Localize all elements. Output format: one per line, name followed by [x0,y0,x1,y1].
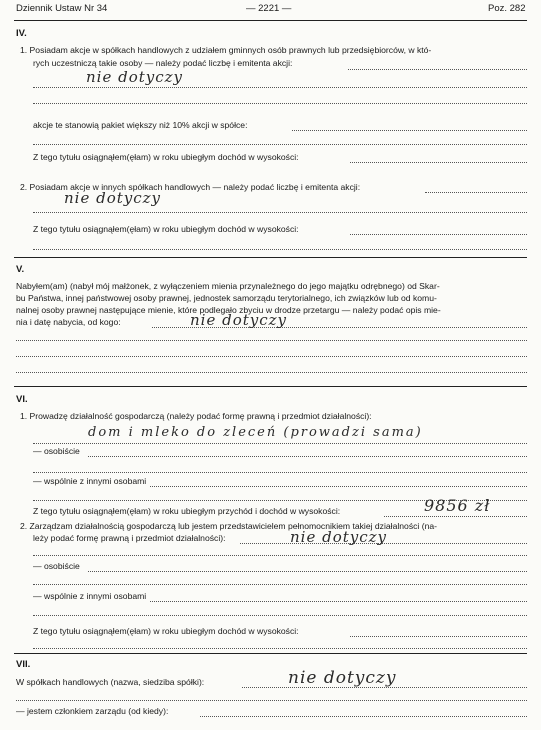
iv-2-handwritten: nie dotyczy [64,189,162,207]
section-divider [14,257,527,258]
position-number: Poz. 282 [488,3,526,14]
journal-title: Dziennik Ustaw Nr 34 [16,3,108,14]
vi-2-handwritten: nie dotyczy [290,528,388,546]
dotted-line [350,162,527,163]
iv-1-handwritten: nie dotyczy [86,68,184,86]
vi-1-dochod: Z tego tytułu osiągnąłem(ęłam) w roku ubiegłym przychód i dochód w wysokości: [33,506,341,516]
vi-1-line1: 1. Prowadzę działalność gospodarczą (należy podać formę prawną i przedmiot działalności): [20,411,372,421]
iv-2-line1: 2. Posiadam akcje w innych spółkach handlowych — należy podać liczbę i emitenta akcji: [20,182,361,192]
vi-2-line1: 2. Zarządzam działalnością gospodarczą lub jestem przedstawicielem pełnomocnikiem takiej działalności (na- [20,521,437,531]
dotted-line [425,192,527,193]
dotted-line [16,700,527,701]
dotted-line [384,516,527,517]
vi-1-amount: 9856 zł [424,496,491,515]
v-line3: nalnej osoby prawnej następujące mienie, które podlegało zbyciu w drodze przetargu — należy podać opis mie- [16,305,441,315]
section-v-title: V. [16,264,25,275]
vi-1-osobiscie: — osobiście [33,446,80,456]
dotted-line [33,103,527,104]
v-line4: nia i datę nabycia, od kogo: [16,317,121,327]
section-vii-title: VII. [16,659,31,670]
dotted-line [33,584,527,585]
dotted-line [33,87,527,88]
v-line1: Nabyłem(am) (nabył mój małżonek, z wyłączeniem mienia przynależnego do jego majątku odrębnego) od Skar- [16,281,440,291]
dotted-line [88,456,527,457]
v-handwritten: nie dotyczy [190,311,288,329]
iv-1-dochod: Z tego tytułu osiągnąłem(ęłam) w roku ubiegłym dochód w wysokości: [33,152,299,162]
header-rule [14,20,527,21]
vi-1-wspolnie: — wspólnie z innymi osobami [33,476,147,486]
section-divider [14,653,527,654]
page-number: — 2221 — [246,3,292,14]
dotted-line [350,234,527,235]
dotted-line [33,212,527,213]
dotted-line [33,615,527,616]
vii-handwritten: nie dotyczy [288,668,397,688]
dotted-line [16,340,527,341]
v-line2: bu Państwa, innej państwowej osoby prawnej, jednostek samorządu terytorialnego, ich związków lub od komu- [16,293,437,303]
dotted-line [33,472,527,473]
dotted-line [33,443,527,444]
section-vi-title: VI. [16,394,28,405]
dotted-line [150,486,527,487]
section-divider [14,386,527,387]
vii-line1: W spółkach handlowych (nazwa, siedziba spółki): [16,677,205,687]
dotted-line [150,601,527,602]
vi-2-osobiscie: — osobiście [33,561,80,571]
dotted-line [33,144,527,145]
dotted-line [33,249,527,250]
vi-2-wspolnie: — wspólnie z innymi osobami [33,591,147,601]
vi-2-line2: leży podać formę prawną i przedmiot działalności): [33,533,226,543]
iv-1-line1: 1. Posiadam akcje w spółkach handlowych z udziałem gminnych osób prawnych lub przedsiębiorców, w któ- [20,45,432,55]
dotted-line [33,648,527,649]
dotted-line [200,716,527,717]
iv-1-line2: rych uczestniczą takie osoby — należy podać liczbę i emitenta akcji: [33,58,293,68]
dotted-line [88,571,527,572]
vi-2-dochod: Z tego tytułu osiągnąłem(ęłam) w roku ubiegłym dochód w wysokości: [33,626,299,636]
dotted-line [16,372,527,373]
vii-line2: — jestem członkiem zarządu (od kiedy): [16,706,169,716]
dotted-line [348,69,527,70]
dotted-line [350,636,527,637]
iv-2-dochod: Z tego tytułu osiągnąłem(ęłam) w roku ubiegłym dochód w wysokości: [33,224,299,234]
vi-1-handwritten: dom i mleko do zleceń (prowadzi sama) [88,425,423,440]
dotted-line [33,555,527,556]
dotted-line [16,356,527,357]
section-iv-title: IV. [16,28,27,39]
dotted-line [292,130,527,131]
iv-1-pakiet: akcje te stanowią pakiet większy niż 10% akcji w spółce: [33,120,248,130]
